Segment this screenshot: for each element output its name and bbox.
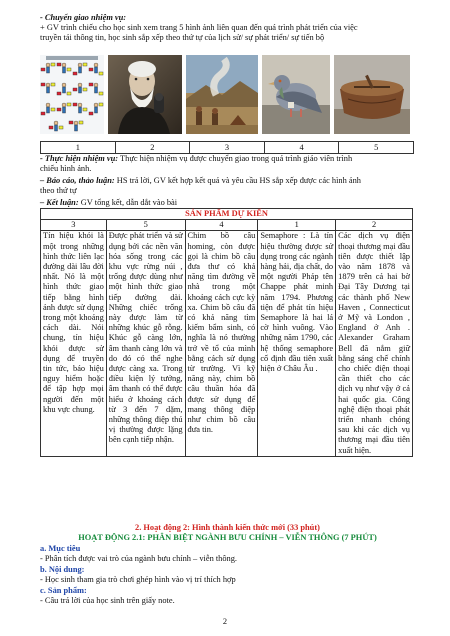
smoke-signal-painting-image — [186, 55, 258, 134]
product-header: 4 — [185, 220, 258, 231]
product-cell-drum: Được phát triển và sử dụng bởi các nền văn hóa sống trong các khu vực rừng núi , trống được dùng như một hình thức giao tiếp đường dài. Những chiếc trống này được làm từ những khúc gỗ rỗng. Khúc gỗ càng lớn, âm thanh càng lớn và do đó có thể nghe được càng xa. Trong điều kiện lý tưởng, âm thanh có thể được hiểu ở khoảng cách từ 3 đến 7 dặm, những thông điệp thú vị thường được lặng bên cạnh tiếp nhận. — [106, 231, 185, 456]
task-do-block — [40, 154, 415, 174]
section-c-label: c. Sản phẩm: — [40, 586, 87, 595]
product-header: 3 — [41, 220, 107, 231]
activity21-heading: HOẠT ĐỘNG 2.1: PHÂN BIỆT NGÀNH BƯU CHÍNH – VIỄN THÔNG (7 PHÚT) — [78, 533, 377, 542]
task-assign-heading: - Chuyển giao nhiệm vụ: — [40, 13, 127, 22]
product-header: 2 — [336, 220, 413, 231]
task-do-text: Thực hiện nhiệm vụ được chuyển giao trong quá trình giáo viên trình — [118, 154, 353, 163]
section-b-text: - Học sinh tham gia trò chơi ghép hình vào vị trí thích hợp — [40, 575, 236, 584]
section-b — [40, 565, 415, 585]
section-c — [40, 586, 415, 606]
report-label: – Báo cáo, thảo luận: — [40, 176, 115, 185]
task-assign-block — [40, 13, 415, 43]
conclusion-text: GV tổng kết, dẫn dắt vào bài — [78, 198, 178, 207]
image-number: 4 — [265, 142, 340, 153]
product-cell-smoke: Tín hiệu khói là một trong những hình thức liên lạc đường dài lâu đời nhất. Nó là một hình thức giao tiếp bằng hình ảnh được sử dụng trong một khoảng cách dài. Nói chung, tín hiệu khói được sử dụng để truyền tin tức, báo hiệu nguy hiểm hoặc để tập hợp mọi người đến một khu vực chung. — [41, 231, 107, 456]
section-c-text: - Câu trả lời của học sinh trên giấy note. — [40, 596, 175, 605]
product-cell-pigeon: Chim bồ câu homing, còn được gọi là chim bồ câu đưa thư có khả năng tìm đường về nhà trong một khoảng cách cực kỳ xa. Chim bồ câu đã có khả năng tìm kiếm bẩm sinh, có nghĩa là nó thường trở về tổ của mình bằng cách sử dụng từ trường. Vì kỹ năng này, chim bồ câu thuần hóa đã được sử dụng để mang thông điệp như chim bồ câu đưa tin. — [185, 231, 258, 456]
conclusion-block — [40, 198, 415, 208]
report-text: HS trả lời, GV kết hợp kết quả và yêu cầu HS sắp xếp được các hình ảnh — [114, 176, 361, 185]
product-header: 5 — [106, 220, 185, 231]
telephone-inventor-portrait-image — [108, 55, 182, 134]
image-number: 5 — [374, 143, 379, 152]
page-number: 2 — [222, 617, 228, 626]
wooden-drum-image — [334, 55, 410, 134]
semaphore-chart-image — [40, 55, 104, 134]
report-block — [40, 176, 415, 196]
task-do-label: - Thực hiện nhiệm vụ: — [40, 154, 119, 163]
image-number: 3 — [190, 142, 265, 153]
section-a — [40, 544, 415, 564]
section-a-text: - Phân tích được vai trò của ngành bưu chính – viễn thông. — [40, 554, 238, 563]
image-number: 2 — [116, 142, 191, 153]
report-text2: theo thứ tự — [40, 186, 77, 195]
task-do-text2: chiếu hình ảnh. — [40, 164, 92, 173]
section-b-label: b. Nội dung: — [40, 565, 85, 574]
product-cell-semaphore: Semaphore : Là tín hiệu thường được sử dụng trong các ngành hàng hải, địa chất, do một người Pháp tên Chappe phát minh năm 1794. Phương tiện để phát tín hiệu Semaphore là hai lá cờ hình vuông. Vào những năm 1790, các hệ thống semaphore cố định đầu tiên xuất hiện ở Châu Âu . — [258, 231, 336, 456]
task-assign-line2: truyền tải thông tin, học sinh sắp xếp theo thứ tự của lịch sử/ sự phát triển/ sự tiến bộ — [40, 33, 325, 42]
activity2-heading: 2. Hoạt động 2: Hình thành kiến thức mới (33 phút) — [135, 523, 320, 532]
history-images-row — [40, 55, 410, 134]
conclusion-label: – Kết luận: — [40, 198, 79, 207]
product-cell-telephone: Các dịch vụ điện thoại thương mại đầu tiên được thiết lập vào năm 1878 và 1879 trên cả hai bờ Đại Tây Dương tại các thành phố New Haven , Connecticut ở Mỹ và London , England ở Anh . Alexander Graham Bell đã nắm giữ bằng sáng chế chính cho chiếc điện thoại cần thiết cho các dịch vụ như vậy ở cả hai quốc gia. Công nghệ điện thoại phát triển nhanh chóng sau khi các dịch vụ thương mại đầu tiên xuất hiện. — [336, 231, 413, 456]
section-a-label: a. Mục tiêu — [40, 544, 81, 553]
homing-pigeon-image — [262, 55, 330, 134]
product-title: SẢN PHẨM DỰ KIẾN — [41, 209, 413, 220]
image-number: 1 — [41, 142, 116, 153]
product-table — [40, 208, 413, 457]
image-number-row — [40, 141, 414, 154]
product-header: 1 — [258, 220, 336, 231]
task-assign-line1: + GV trình chiếu cho học sinh xem trang 5 hình ảnh liên quan đến quá trình phát triển của việc — [40, 23, 358, 32]
